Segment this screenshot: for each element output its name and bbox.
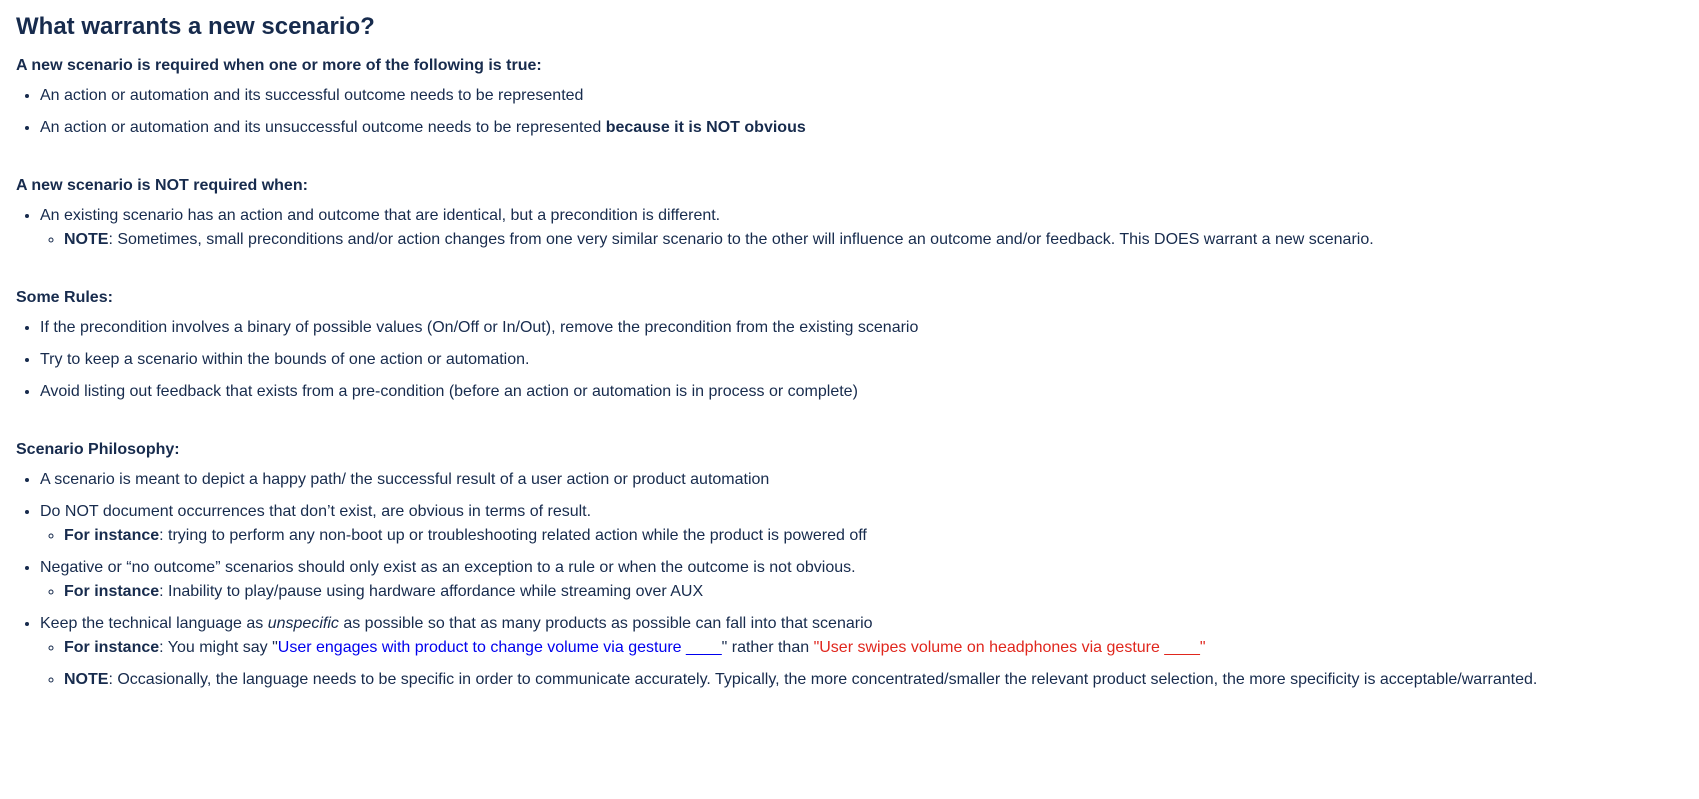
list-item: • Avoid listing out feedback that exists from a pre-condition (before an action or automation is in process or complete) <box>40 381 1683 403</box>
rules-list <box>16 317 1683 403</box>
section-heading-required: A new scenario is required when one or more of the following is true: <box>16 57 542 74</box>
section-rules <box>16 287 1683 403</box>
example-item: ◦ For instance: You might say "User engages with product to change volume via gesture ____" rather than "User swipes volume on headphones via gesture ____" <box>64 637 1683 659</box>
section-philosophy <box>16 439 1683 691</box>
sub-list <box>40 525 1683 547</box>
preferred-phrasing: User engages with product to change volume via gesture ____ <box>277 639 722 656</box>
note-item: ◦ NOTE: Sometimes, small preconditions and/or action changes from one very similar scenario to the other will influence an outcome and/or feedback. This DOES warrant a new scenario. <box>64 229 1683 251</box>
sub-list <box>40 229 1683 251</box>
list-item: • An existing scenario has an action and outcome that are identical, but a precondition is different. ◦ NOTE: Sometimes, small preconditions and/or action changes from one very similar scenario to the other will influence an outcome and/or feedback. This DOES warrant a new scenario. <box>40 205 1683 251</box>
philosophy-list <box>16 469 1683 691</box>
discouraged-phrasing: "User swipes volume on headphones via gesture ____" <box>813 639 1206 656</box>
page-title: What warrants a new scenario? <box>16 13 375 40</box>
section-required <box>16 55 1683 139</box>
list-item: • Keep the technical language as unspecific as possible so that as many products as possible can fall into that scenario ◦ For instance: You might say "User engages with product to change volume via gesture ____" rather than "User swipes volume on headphones via gesture ____" ◦ NOTE: Occasionally, the language needs to be specific in order to communicate accurately. Typically, the more concentrated/smaller the relevant product selection, the more specificity is acceptable/warranted. <box>40 613 1683 691</box>
list-item: • An action or automation and its successful outcome needs to be represented <box>40 85 1683 107</box>
example-item: ◦ For instance: trying to perform any non-boot up or troubleshooting related action while the product is powered off <box>64 525 1683 547</box>
list-item: • Do NOT document occurrences that don’t exist, are obvious in terms of result. ◦ For instance: trying to perform any non-boot up or troubleshooting related action while the product is powered off <box>40 501 1683 547</box>
list-item: • Negative or “no outcome” scenarios should only exist as an exception to a rule or when the outcome is not obvious. ◦ For instance: Inability to play/pause using hardware affordance while streaming over AUX <box>40 557 1683 603</box>
section-heading-rules: Some Rules: <box>16 289 113 306</box>
note-item: ◦ NOTE: Occasionally, the language needs to be specific in order to communicate accurately. Typically, the more concentrated/smaller the relevant product selection, the more specificity is acceptable/warranted. <box>64 669 1683 691</box>
list-item: • If the precondition involves a binary of possible values (On/Off or In/Out), remove the precondition from the existing scenario <box>40 317 1683 339</box>
section-not-required <box>16 175 1683 251</box>
section-heading-not-required: A new scenario is NOT required when: <box>16 177 308 194</box>
list-item: • A scenario is meant to depict a happy path/ the successful result of a user action or product automation <box>40 469 1683 491</box>
section-heading-philosophy: Scenario Philosophy: <box>16 441 180 458</box>
required-list <box>16 85 1683 139</box>
list-item: • An action or automation and its unsuccessful outcome needs to be represented because it is NOT obvious <box>40 117 1683 139</box>
not-required-list <box>16 205 1683 251</box>
example-item: ◦ For instance: Inability to play/pause using hardware affordance while streaming over AUX <box>64 581 1683 603</box>
list-item: • Try to keep a scenario within the bounds of one action or automation. <box>40 349 1683 371</box>
sub-list <box>40 637 1683 691</box>
sub-list <box>40 581 1683 603</box>
